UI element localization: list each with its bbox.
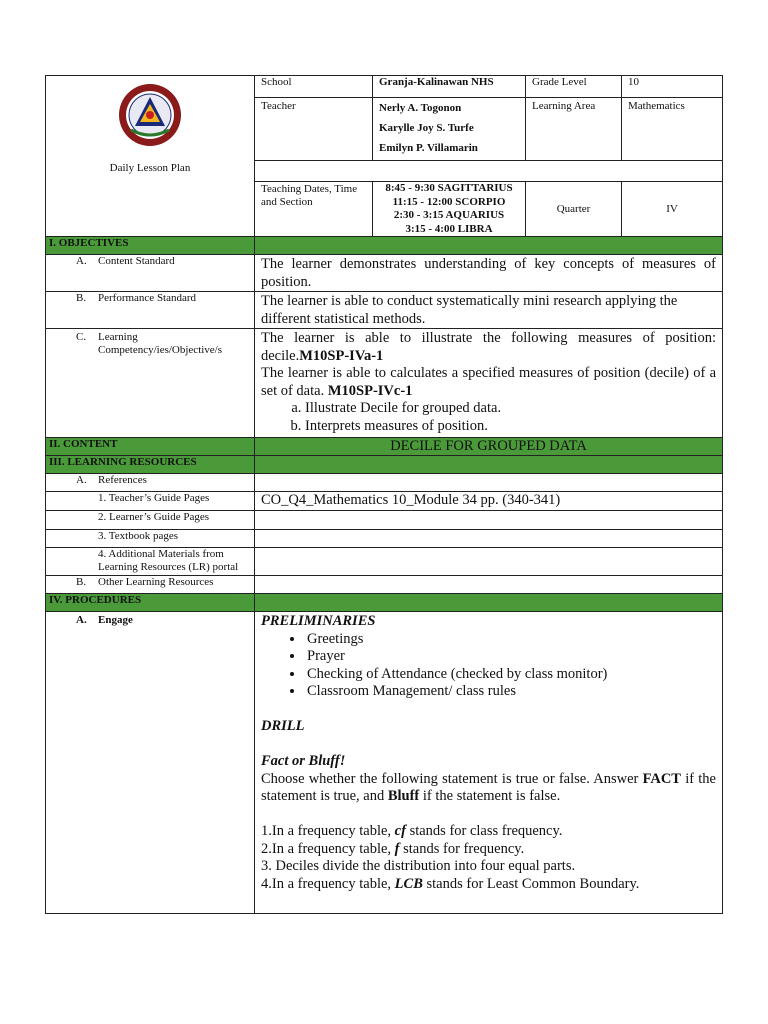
objectives-heading: I. OBJECTIVES (46, 237, 255, 255)
quarter-value: IV (622, 182, 723, 237)
prelim-item: • Classroom Management/ class rules (305, 683, 716, 701)
competency-sub-a: a. Illustrate Decile for grouped data. (305, 400, 716, 418)
school-value: Granja-Kalinawan NHS (373, 76, 526, 98)
drill-title: DRILL (261, 718, 305, 734)
dates-label: Teaching Dates, Time and Section (255, 182, 373, 237)
teacher-list (373, 98, 526, 161)
competency-text (255, 329, 723, 438)
competency-2: The learner is able to calculates a specified measures of position (decile) of a set of data. M10SP-IVc-1 (261, 365, 716, 399)
teacher-3: Emilyn P. Villamarin (379, 142, 478, 154)
content-heading: II. CONTENT (46, 438, 255, 456)
content-topic: DECILE FOR GROUPED DATA (255, 438, 723, 456)
other-resources-label: B. Other Learning Resources (46, 576, 255, 594)
drill-instructions: Choose whether the following statement is true or false. Answer FACT if the statement is true, and Bluff if the statement is false. (261, 770, 716, 804)
grade-value: 10 (622, 76, 723, 98)
drill-question-2: 2.In a frequency table, f stands for frequency. (261, 840, 525, 857)
section-4: 3:15 - 4:00 LIBRA (405, 222, 493, 235)
preliminaries-list (261, 631, 716, 701)
competency-sub-list (261, 400, 716, 435)
competency-label: C. Learning Competency/ies/Objective/s (46, 329, 255, 438)
references-value (255, 474, 723, 492)
prelim-item: • Greetings (305, 631, 716, 649)
school-logo (117, 82, 183, 148)
resources-heading: III. LEARNING RESOURCES (46, 456, 255, 474)
objectives-heading-fill (255, 237, 723, 255)
teacher-1: Nerly A. Togonon (379, 102, 462, 114)
learners-guide-label: 2. Learner’s Guide Pages (46, 511, 255, 530)
drill-question-1: 1.In a frequency table, cf stands for class frequency. (261, 823, 563, 839)
drill-question-3: 3. Deciles divide the distribution into four equal parts. (261, 858, 576, 874)
prelim-item: • Prayer (305, 648, 716, 666)
resources-heading-fill (255, 456, 723, 474)
procedures-heading-fill (255, 594, 723, 612)
section-list (373, 182, 526, 237)
teachers-guide-label: 1. Teacher’s Guide Pages (46, 492, 255, 511)
area-value: Mathematics (622, 98, 723, 161)
references-label: A. References (46, 474, 255, 492)
lesson-plan-page (45, 75, 722, 914)
area-label: Learning Area (526, 98, 622, 161)
performance-standard-text: The learner is able to conduct systematically mini research applying the different statistical methods. (255, 292, 723, 329)
logo-cell (46, 76, 255, 237)
textbook-label: 3. Textbook pages (46, 530, 255, 548)
other-resources-value (255, 576, 723, 594)
engage-label: A. Engage (46, 612, 255, 914)
content-standard-label: A. Content Standard (46, 255, 255, 292)
fact-or-bluff-title: Fact or Bluff! (261, 753, 346, 769)
preliminaries-title: PRELIMINARIES (261, 613, 376, 629)
section-1: 8:45 - 9:30 SAGITTARIUS (385, 182, 513, 194)
procedures-heading: IV. PROCEDURES (46, 594, 255, 612)
teachers-guide-value: CO_Q4_Mathematics 10_Module 34 pp. (340-341) (255, 492, 723, 511)
competency-1: The learner is able to illustrate the following measures of position: decile.M10SP-IVa-1 (261, 330, 716, 364)
content-standard-text: The learner demonstrates understanding of key concepts of measures of position. (255, 255, 723, 292)
drill-question-4: 4.In a frequency table, LCB stands for Least Common Boundary. (261, 875, 640, 892)
quarter-label: Quarter (526, 182, 622, 237)
lesson-plan-table (45, 75, 723, 914)
grade-label: Grade Level (526, 76, 622, 98)
prelim-item: • Checking of Attendance (checked by class monitor) (305, 666, 716, 684)
additional-materials-value (255, 548, 723, 576)
school-label: School (255, 76, 373, 98)
teacher-label: Teacher (255, 98, 373, 161)
section-2: 11:15 - 12:00 SCORPIO (392, 195, 506, 208)
competency-sub-b: b. Interprets measures of position. (305, 418, 716, 436)
additional-materials-label: 4. Additional Materials from Learning Resources (LR) portal (46, 548, 255, 576)
section-3: 2:30 - 3:15 AQUARIUS (393, 209, 505, 221)
textbook-value (255, 530, 723, 548)
blank-header-row (255, 161, 723, 182)
teacher-2: Karylle Joy S. Turfe (379, 122, 474, 134)
plan-title: Daily Lesson Plan (109, 162, 191, 174)
learners-guide-value (255, 511, 723, 530)
engage-content (255, 612, 723, 914)
performance-standard-label: B. Performance Standard (46, 292, 255, 329)
